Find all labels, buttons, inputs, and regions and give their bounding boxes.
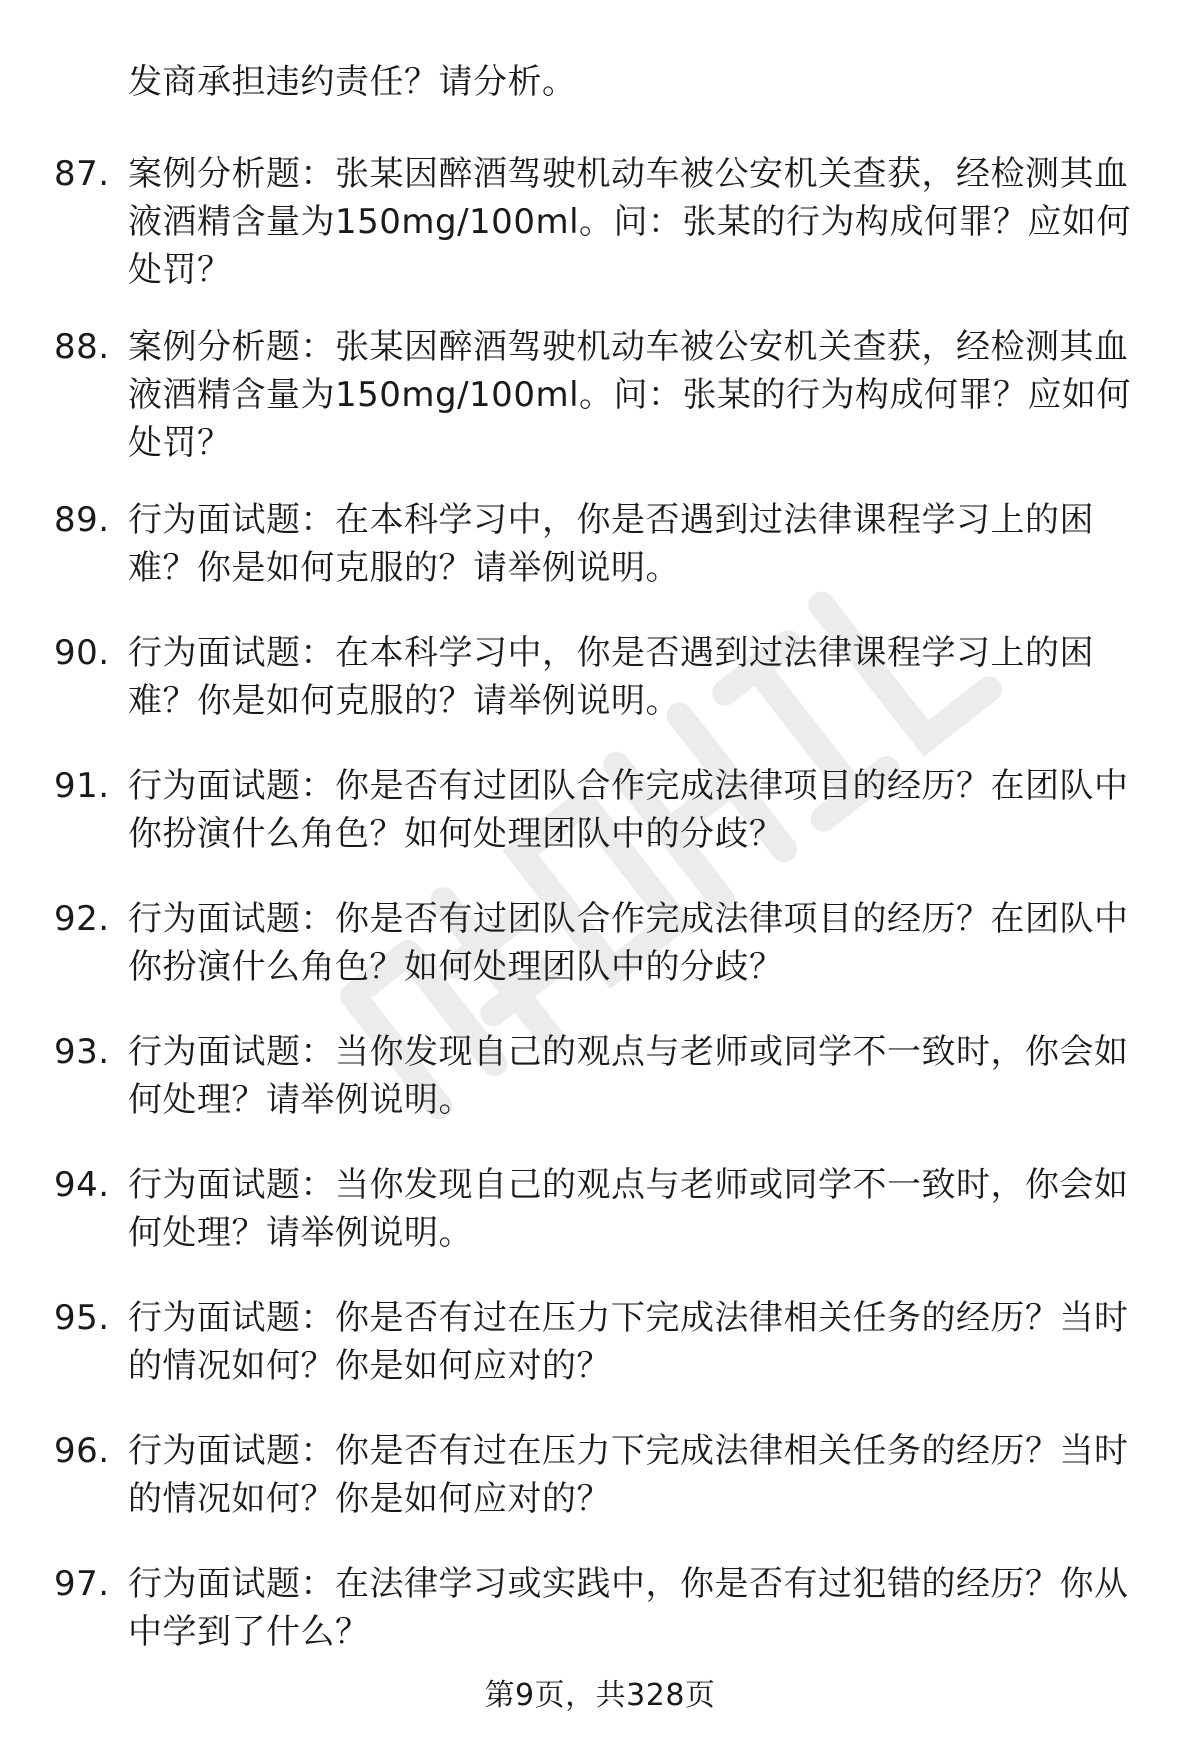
question-number: 90. <box>54 633 110 673</box>
question-number: 95. <box>54 1298 110 1338</box>
list-item <box>0 1294 1200 1427</box>
question-text: 行为面试题：你是否有过团队合作完成法律项目的经历？在团队中你扮演什么角色？如何处理团队中的分歧？ <box>128 766 1129 854</box>
question-number: 96. <box>54 1431 110 1471</box>
list-item <box>0 762 1200 895</box>
list-item <box>0 150 1200 323</box>
question-number: 97. <box>54 1564 110 1604</box>
list-item <box>0 895 1200 1028</box>
question-text: 行为面试题：在法律学习或实践中，你是否有过犯错的经历？你从中学到了什么？ <box>128 1564 1129 1652</box>
question-text: 行为面试题：在本科学习中，你是否遇到过法律课程学习上的困难？你是如何克服的？请举例说明。 <box>128 500 1094 588</box>
question-text: 案例分析题：张某因醉酒驾驶机动车被公安机关查获，经检测其血液酒精含量为150mg/100ml。问：张某的行为构成何罪？应如何处罚？ <box>128 327 1132 463</box>
question-number: 94. <box>54 1165 110 1205</box>
question-text: 行为面试题：你是否有过团队合作完成法律项目的经历？在团队中你扮演什么角色？如何处理团队中的分歧？ <box>128 899 1129 987</box>
question-list <box>0 150 1200 1693</box>
list-item <box>0 323 1200 496</box>
question-text: 行为面试题：你是否有过在压力下完成法律相关任务的经历？当时的情况如何？你是如何应对的？ <box>128 1298 1129 1386</box>
question-number: 91. <box>54 766 110 806</box>
question-text: 行为面试题：当你发现自己的观点与老师或同学不一致时，你会如何处理？请举例说明。 <box>128 1032 1129 1120</box>
list-item <box>0 1161 1200 1294</box>
question-text: 行为面试题：你是否有过在压力下完成法律相关任务的经历？当时的情况如何？你是如何应对的？ <box>128 1431 1129 1519</box>
question-number: 87. <box>54 154 110 194</box>
list-item <box>0 1560 1200 1693</box>
question-number: 93. <box>54 1032 110 1072</box>
question-text: 案例分析题：张某因醉酒驾驶机动车被公安机关查获，经检测其血液酒精含量为150mg/100ml。问：张某的行为构成何罪？应如何处罚？ <box>128 154 1132 290</box>
list-item <box>0 1427 1200 1560</box>
page-footer: 第9页，共328页 <box>484 1678 716 1713</box>
list-item <box>0 496 1200 629</box>
question-number: 89. <box>54 500 110 540</box>
question-number: 92. <box>54 899 110 939</box>
continued-question-text: 发商承担违约责任？请分析。 <box>128 62 577 102</box>
question-text: 行为面试题：在本科学习中，你是否遇到过法律课程学习上的困难？你是如何克服的？请举例说明。 <box>128 633 1094 721</box>
list-item <box>0 629 1200 762</box>
list-item <box>0 1028 1200 1161</box>
question-text: 行为面试题：当你发现自己的观点与老师或同学不一致时，你会如何处理？请举例说明。 <box>128 1165 1129 1253</box>
question-number: 88. <box>54 327 110 367</box>
